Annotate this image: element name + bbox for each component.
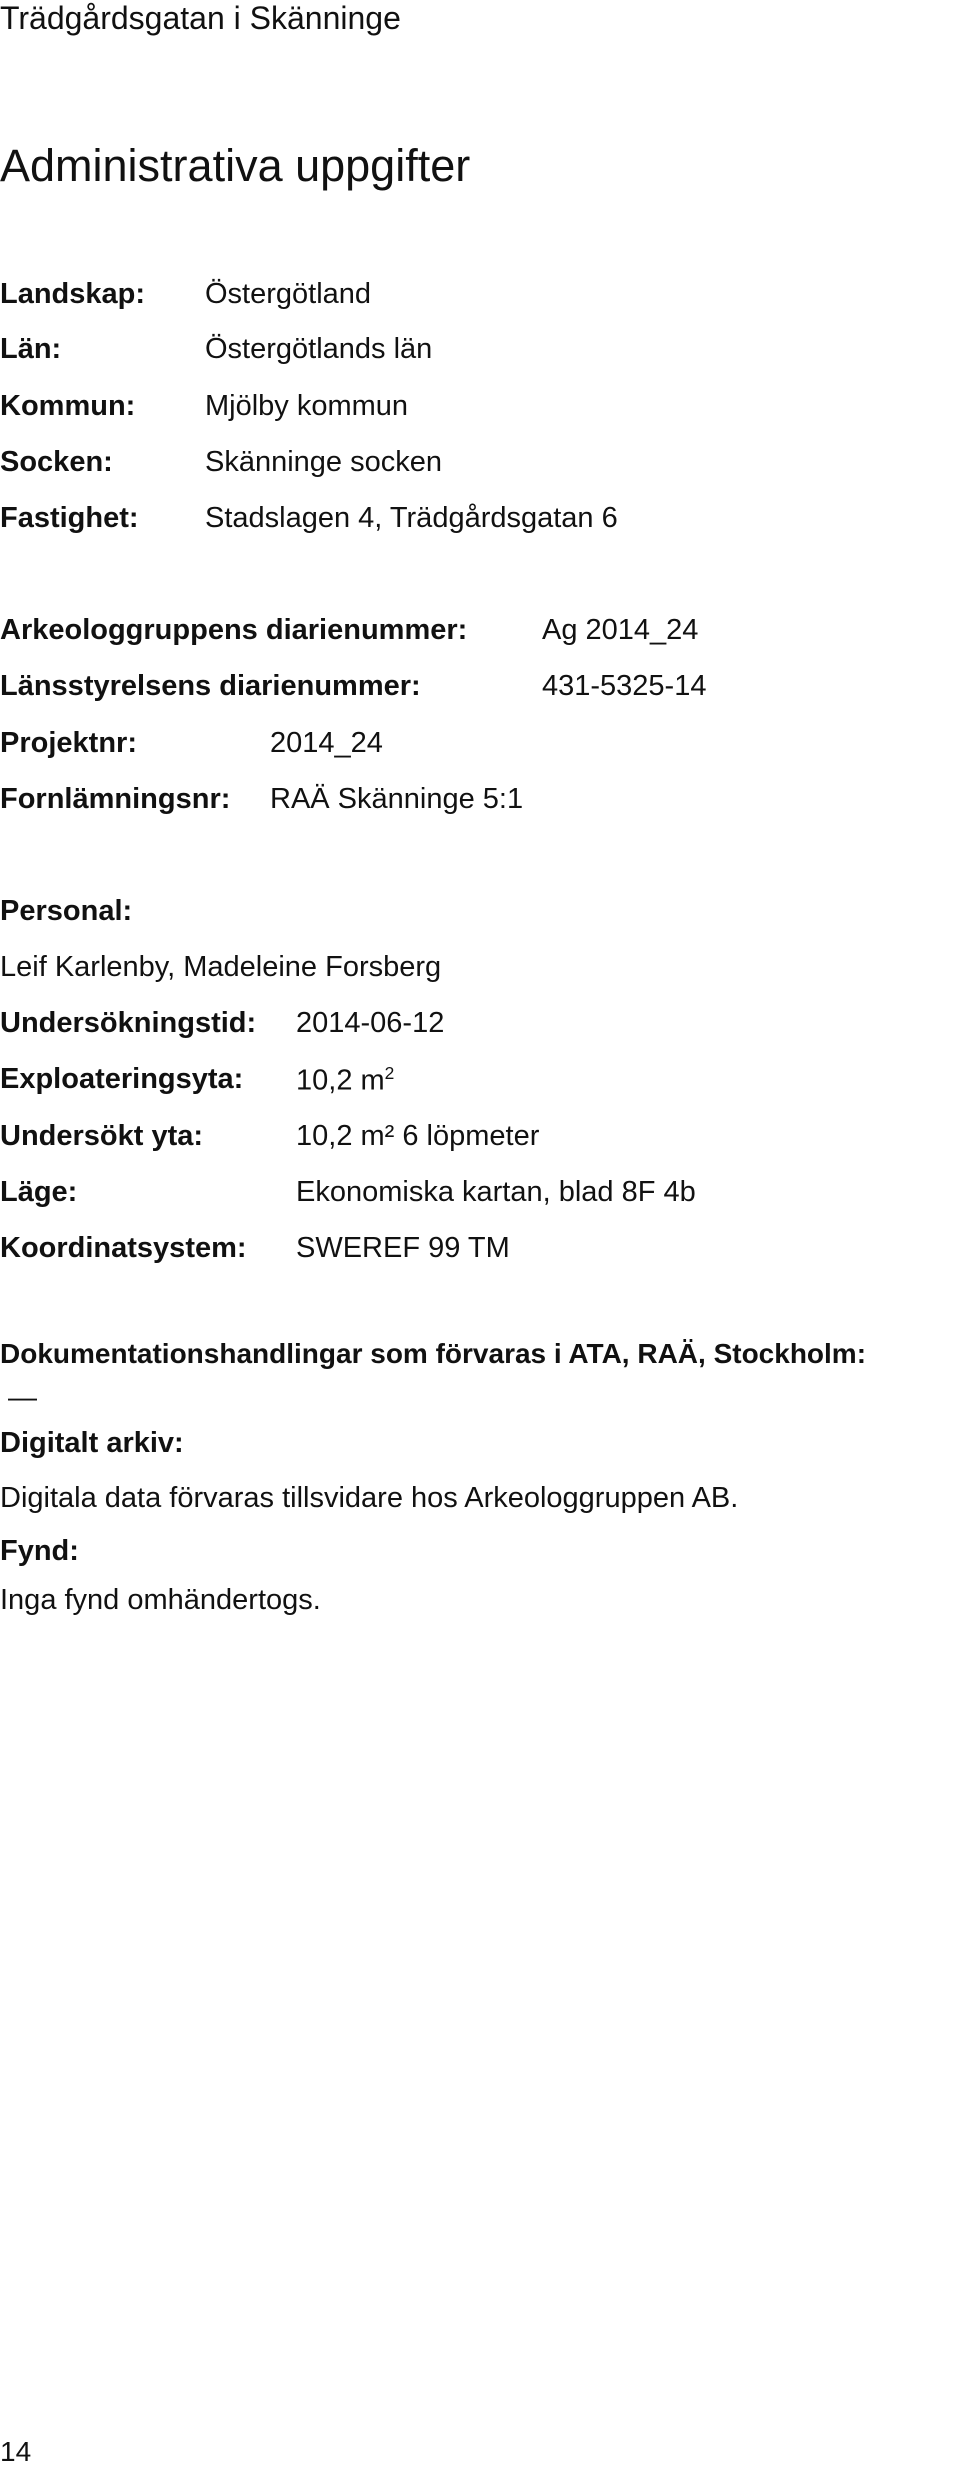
- survey-value: 10,2 m² 6 löpmeter: [296, 1120, 540, 1152]
- survey-value: 2014-06-12: [296, 1007, 445, 1039]
- location-value: Skänninge socken: [205, 446, 442, 478]
- personnel-label-text: Personal:: [0, 895, 133, 927]
- documentation-value: —: [8, 1382, 37, 1414]
- page-number: 14: [0, 2436, 32, 2467]
- location-label: Län:: [0, 333, 62, 365]
- location-label: Fastighet:: [0, 502, 139, 534]
- location-value: Stadslagen 4, Trädgårdsgatan 6: [205, 502, 618, 534]
- survey-value: [296, 1063, 394, 1098]
- reference-value: Ag 2014_24: [542, 614, 699, 646]
- documentation-label: [0, 1338, 866, 1370]
- location-value: Östergötlands län: [205, 333, 433, 365]
- finds-label: [0, 1535, 79, 1568]
- reference-value: RAÄ Skänninge 5:1: [270, 783, 524, 815]
- location-label: Landskap:: [0, 278, 146, 310]
- survey-label: Undersökt yta:: [0, 1120, 204, 1152]
- reference-label: Projektnr:: [0, 727, 137, 759]
- superscript: 2: [384, 1063, 395, 1083]
- survey-label: Undersökningstid:: [0, 1007, 257, 1039]
- documentation-label-text: Dokumentationshandlingar som förvaras i ATA, RAÄ, Stockholm:: [0, 1338, 867, 1369]
- location-value: Mjölby kommun: [205, 390, 409, 422]
- reference-value: 431-5325-14: [542, 670, 707, 702]
- digital-archive-label: [0, 1427, 184, 1460]
- survey-label: Läge:: [0, 1176, 78, 1208]
- survey-value: Ekonomiska kartan, blad 8F 4b: [296, 1176, 696, 1208]
- personnel-label: [0, 895, 132, 928]
- survey-value-text: 10,2 m: [296, 1064, 385, 1097]
- survey-label: Koordinatsystem:: [0, 1232, 247, 1264]
- digital-archive-value: Digitala data förvaras tillsvidare hos Arkeologgruppen AB.: [0, 1482, 739, 1514]
- finds-label-text: Fynd:: [0, 1535, 79, 1567]
- reference-value: 2014_24: [270, 727, 383, 759]
- digital-archive-label-text: Digitalt arkiv:: [0, 1427, 184, 1459]
- survey-label: Exploateringsyta:: [0, 1063, 244, 1095]
- survey-value: SWEREF 99 TM: [296, 1232, 510, 1264]
- location-value: Östergötland: [205, 278, 372, 310]
- finds-value: Inga fynd omhändertogs.: [0, 1584, 321, 1616]
- personnel-value: Leif Karlenby, Madeleine Forsberg: [0, 951, 442, 983]
- running-header: Trädgårdsgatan i Skänninge: [0, 0, 401, 36]
- location-label: Socken:: [0, 446, 113, 478]
- reference-label: Arkeologgruppens diarienummer:: [0, 614, 468, 646]
- location-label: Kommun:: [0, 390, 136, 422]
- reference-label: Fornlämningsnr:: [0, 783, 231, 815]
- section-title: Administrativa uppgifter: [0, 140, 471, 191]
- reference-label: Länsstyrelsens diarienummer:: [0, 670, 421, 702]
